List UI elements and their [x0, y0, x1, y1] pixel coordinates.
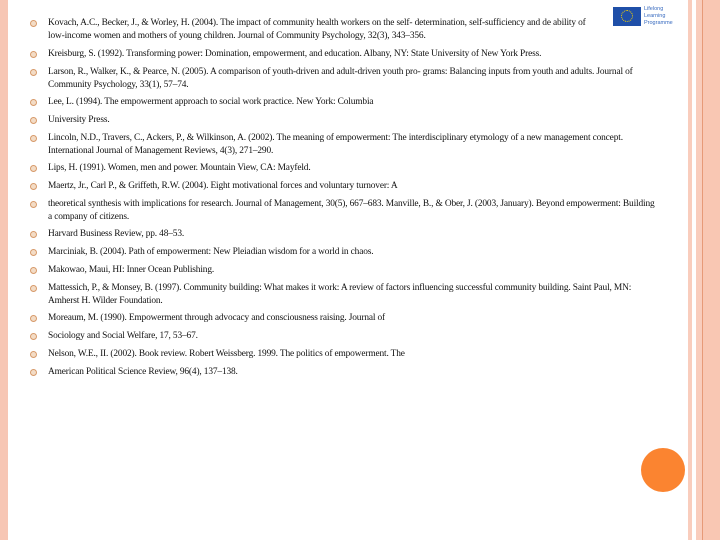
reference-item — [30, 312, 660, 325]
reference-item — [30, 17, 595, 43]
bullet-icon — [30, 231, 37, 238]
left-border-strip — [0, 0, 8, 540]
reference-text: Kreisburg, S. (1992). Transforming power: Domination, empowerment, and education. Albany, NY: State University of New York Press. — [48, 49, 542, 59]
bullet-icon — [30, 117, 37, 124]
bullet-icon — [30, 249, 37, 256]
bullet-icon — [30, 165, 37, 172]
reference-item — [30, 66, 660, 92]
right-border-panel — [703, 0, 720, 540]
bullet-icon — [30, 51, 37, 58]
reference-text: Sociology and Social Welfare, 17, 53–67. — [48, 331, 198, 341]
reference-text: Marciniak, B. (2004). Path of empowerment: New Pleiadian wisdom for a world in chaos. — [48, 247, 374, 257]
reference-item — [30, 282, 660, 308]
decorative-orange-circle — [641, 448, 685, 492]
reference-item — [30, 198, 660, 224]
bullet-icon — [30, 315, 37, 322]
reference-text: Moreaum, M. (1990). Empowerment through advocacy and consciousness raising. Journal of — [48, 313, 386, 323]
reference-item — [30, 366, 660, 379]
bullet-icon — [30, 135, 37, 142]
bullet-icon — [30, 183, 37, 190]
logo-line: Programme — [644, 20, 673, 26]
reference-text: American Political Science Review, 96(4), 137–138. — [48, 367, 238, 377]
bullet-icon — [30, 351, 37, 358]
reference-text: Makowao, Maui, HI: Inner Ocean Publishing. — [48, 265, 215, 275]
reference-text: Nelson, W.E., II. (2002). Book review. Robert Weissberg. 1999. The politics of empowerment. The — [48, 349, 405, 359]
reference-item — [30, 330, 660, 343]
reference-item — [30, 264, 660, 277]
bullet-icon — [30, 267, 37, 274]
bullet-icon — [30, 20, 37, 27]
lifelong-learning-logo — [613, 6, 683, 28]
reference-item — [30, 246, 660, 259]
reference-item — [30, 228, 660, 241]
reference-item — [30, 96, 660, 109]
bullet-icon — [30, 69, 37, 76]
reference-item — [30, 180, 660, 193]
reference-text: Larson, R., Walker, K., & Pearce, N. (2005). A comparison of youth-driven and adult-driven youth pro- grams: Balancing inputs from youth and adults. Journal of Community Psychology, 33(1), 57–74. — [48, 67, 633, 90]
bullet-icon — [30, 333, 37, 340]
right-border-stripe — [688, 0, 692, 540]
reference-text: Lips, H. (1991). Women, men and power. Mountain View, CA: Mayfeld. — [48, 163, 311, 173]
reference-text: Mattessich, P., & Monsey, B. (1997). Community building: What makes it work: A review of factors influencing successful community building. Saint Paul, MN: Amherst H. Wilder Foundation. — [48, 283, 632, 306]
reference-item — [30, 114, 660, 127]
bullet-icon — [30, 285, 37, 292]
bullet-icon — [30, 201, 37, 208]
logo-line: Learning — [644, 13, 666, 19]
reference-item — [30, 162, 660, 175]
reference-text: Lee, L. (1994). The empowerment approach to social work practice. New York: Columbia — [48, 97, 374, 107]
reference-text: Harvard Business Review, pp. 48–53. — [48, 229, 185, 239]
eu-flag-icon — [613, 7, 641, 26]
bullet-icon — [30, 369, 37, 376]
reference-text: Kovach, A.C., Becker, J., & Worley, H. (2004). The impact of community health workers on the self- determination, self-sufficiency and de ability of low-income women and mothers of young children. Journal of Community Psychology, 32(3), 343–356. — [48, 18, 586, 41]
reference-item — [30, 348, 660, 361]
reference-text: Maertz, Jr., Carl P., & Griffeth, R.W. (2004). Eight motivational forces and voluntary turnover: A — [48, 181, 398, 191]
bullet-icon — [30, 99, 37, 106]
reference-text: Lincoln, N.D., Travers, C., Ackers, P., & Wilkinson, A. (2002). The meaning of empowerment: The interdisciplinary etymology of a new management concept. International Journal of Management Reviews, 4(3), 271–290. — [48, 133, 623, 156]
reference-item — [30, 132, 660, 158]
reference-text: University Press. — [48, 115, 110, 125]
logo-line: Lifelong — [644, 6, 664, 12]
reference-item — [30, 48, 660, 61]
reference-text: theoretical synthesis with implications for research. Journal of Management, 30(5), 667–683. Manville, B., & Ober, J. (2003, January). Beyond empowerment: Building a company of citizens. — [48, 199, 655, 222]
